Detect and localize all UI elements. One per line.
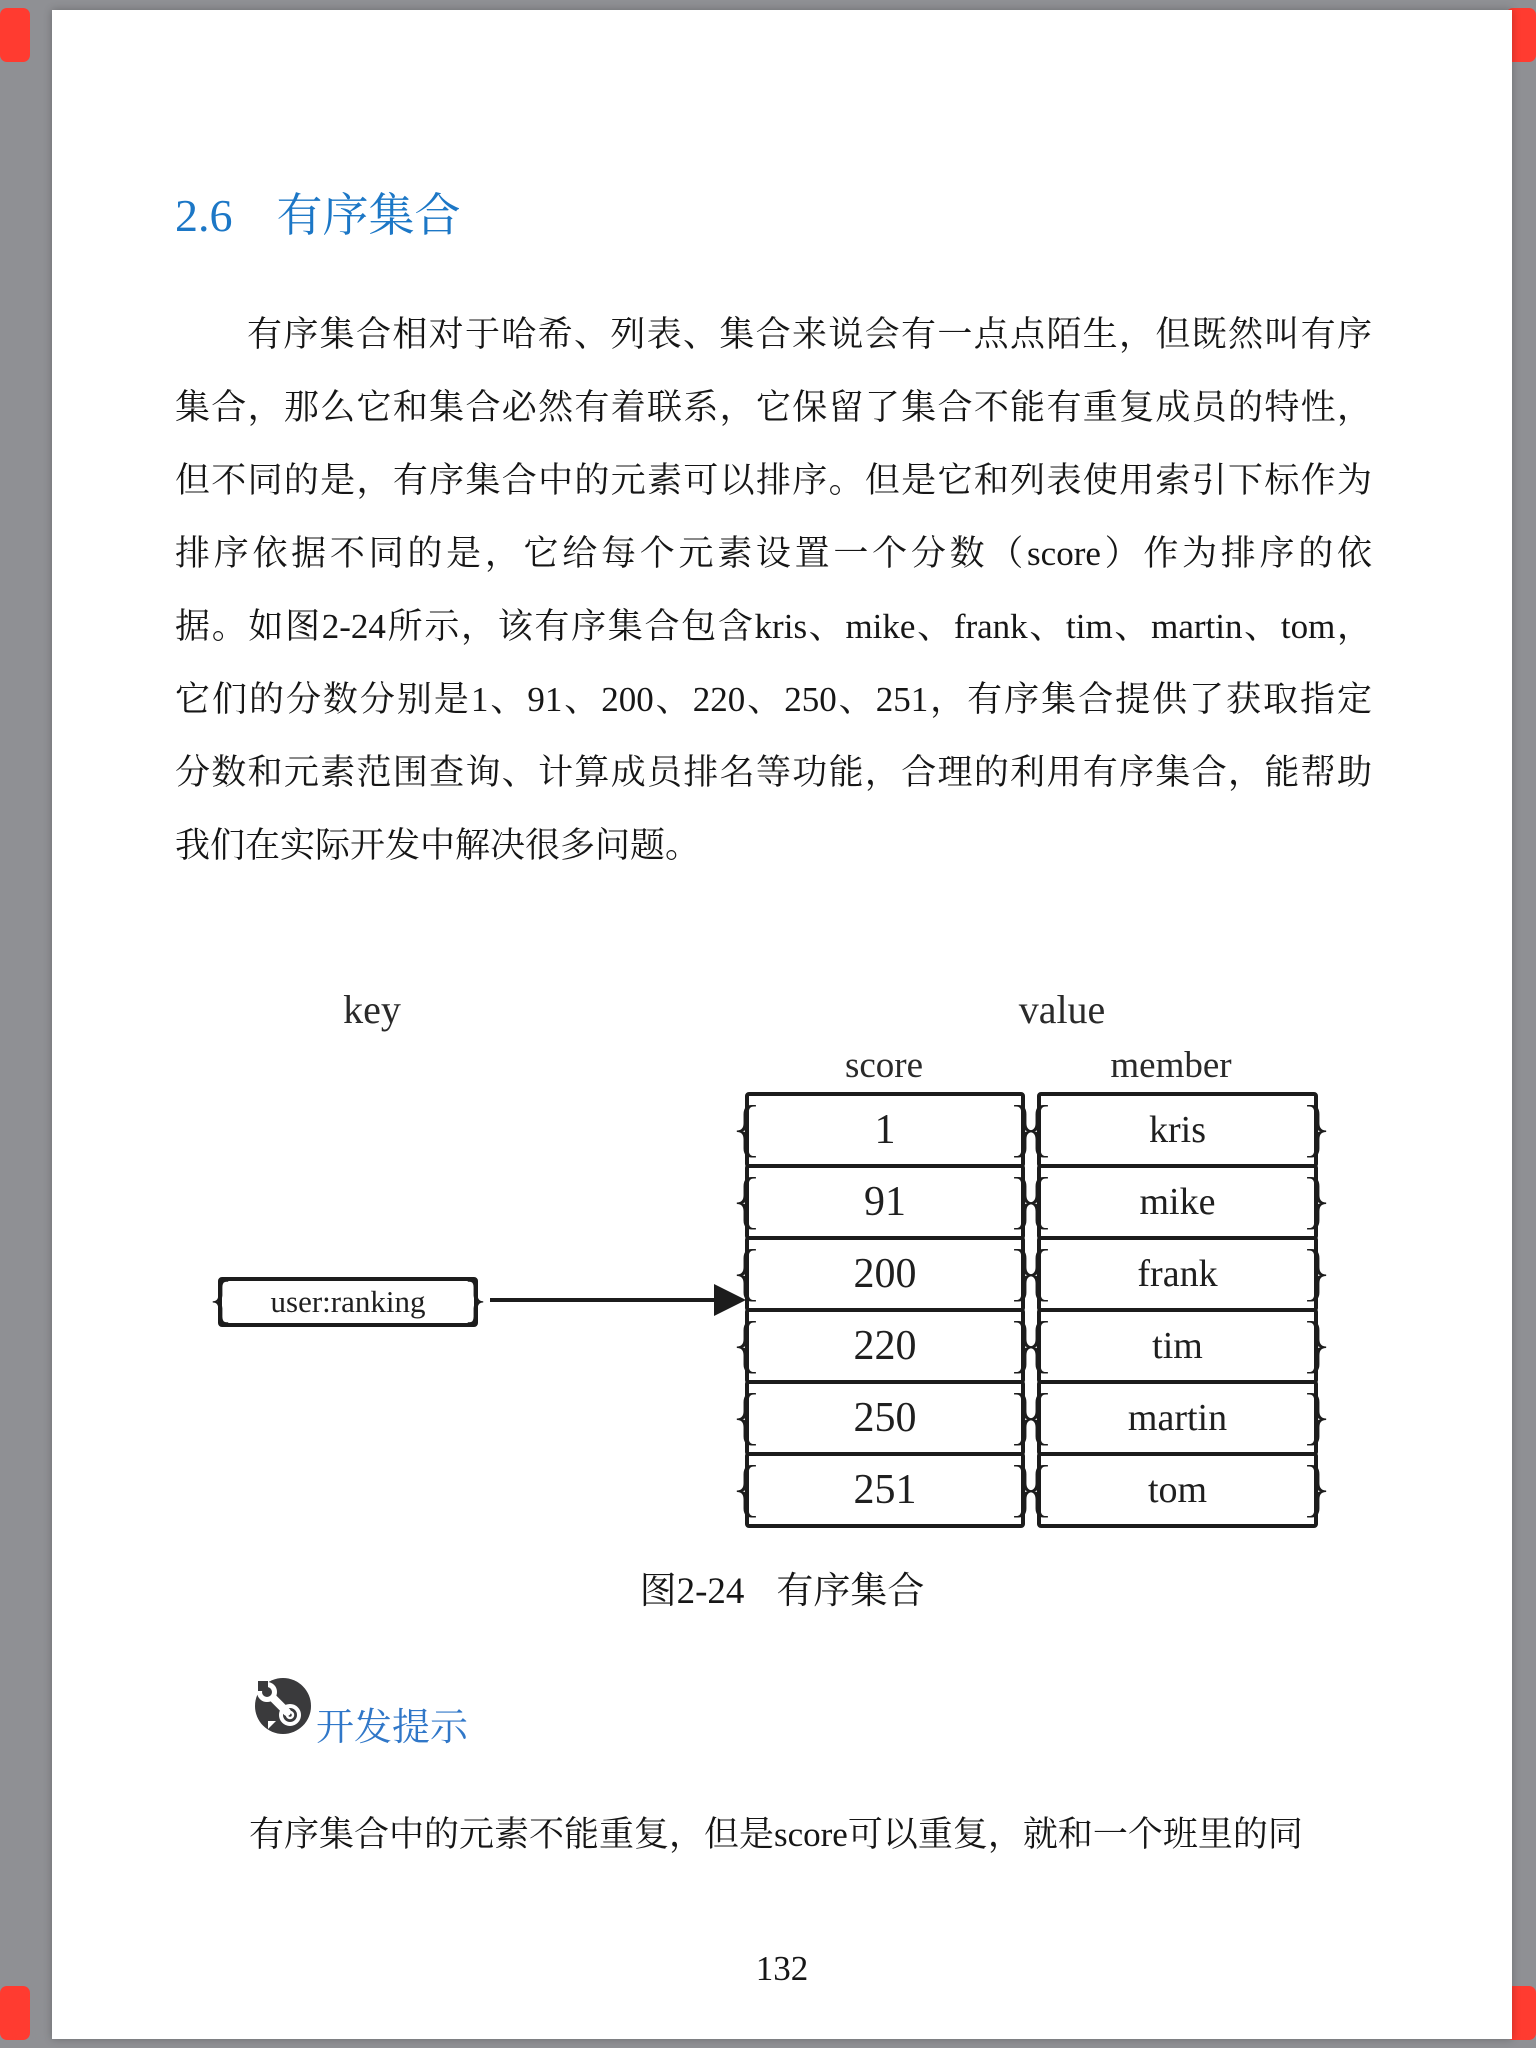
book-page [52, 10, 1512, 2039]
member-cell: { tim } [1037, 1308, 1318, 1384]
paragraph-line: 排序依据不同的是，它给每个元素设置一个分数（score）作为排序的依 [175, 534, 1372, 573]
key-name: { user:ranking [270, 1284, 426, 1319]
score-cell: { 220 } [745, 1308, 1025, 1384]
tip-paragraph-line: 有序集合中的元素不能重复，但是score可以重复，就和一个班里的同 [249, 1815, 1303, 1854]
paragraph-line: 有序集合相对于哈希、列表、集合来说会有一点点陌生，但既然叫有序 [247, 315, 1372, 354]
paragraph-line: 分数和元素范围查询、计算成员排名等功能，合理的利用有序集合，能帮助 [175, 753, 1372, 792]
score-cell: { 91 } [745, 1164, 1025, 1240]
score-column-header: score [844, 1045, 924, 1086]
arrow-line [490, 1298, 718, 1302]
figure-caption [52, 1570, 1512, 1614]
paragraph-line: 我们在实际开发中解决很多问题。 [175, 826, 701, 865]
section-number: 2.6 [175, 190, 233, 241]
corner-mark-bottom-left [0, 1986, 30, 2040]
member-cell: { mike } [1037, 1164, 1318, 1240]
paragraph-line: 据。如图2-24所示，该有序集合包含kris、mike、frank、tim、martin、tom， [175, 607, 1372, 646]
page-number: 132 [755, 1949, 809, 1988]
section-title: 有序集合 [276, 190, 461, 241]
figure-caption-number: 图2-24 [639, 1571, 745, 1612]
member-column-header: member [1110, 1045, 1232, 1086]
paragraph-line: 集合，那么它和集合必然有着联系，它保留了集合不能有重复成员的特性， [175, 388, 1372, 427]
member-cell: { tom } [1037, 1452, 1318, 1528]
member-cell: { frank } [1037, 1236, 1318, 1312]
member-cell: { martin } [1037, 1380, 1318, 1456]
member-cell: { kris } [1037, 1092, 1318, 1168]
dev-tip-label: 开发提示 [316, 1707, 469, 1749]
figure-value-label: value [1018, 987, 1106, 1032]
figure-key-label: key [343, 987, 401, 1032]
section-heading [175, 186, 461, 246]
figure-caption-title: 有序集合 [776, 1571, 925, 1612]
paragraph-line: 它们的分数分别是1、91、200、220、250、251，有序集合提供了获取指定 [175, 680, 1372, 719]
key-box-user-ranking [218, 1277, 478, 1327]
score-cell: { 251 } [745, 1452, 1025, 1528]
paragraph-line: 但不同的是，有序集合中的元素可以排序。但是它和列表使用索引下标作为 [175, 461, 1372, 500]
corner-mark-top-left [0, 8, 30, 62]
score-cell: { 250 } [745, 1380, 1025, 1456]
wrench-gear-icon [254, 1677, 312, 1735]
score-cell: { 1 } [745, 1092, 1025, 1168]
score-cell: { 200 } [745, 1236, 1025, 1312]
score-column [745, 1092, 1025, 1528]
member-column [1037, 1092, 1318, 1528]
